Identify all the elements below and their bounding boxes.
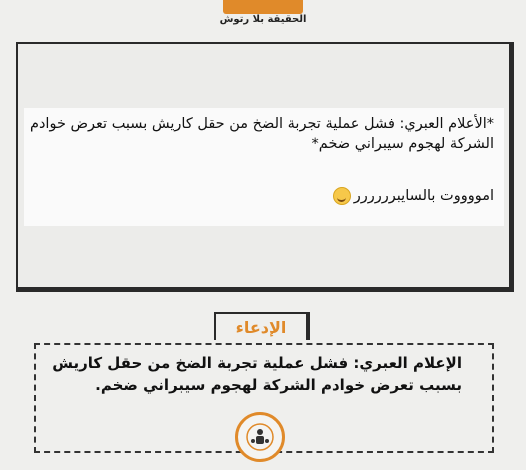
post-comment-text: امووووت بالسايبرررررر — [353, 188, 494, 204]
section-label: الإدعاء — [235, 317, 287, 337]
post-text: *الأعلام العبري: فشل عملية تجربة الضخ من حقل كاريش بسبب تعرض خوادم الشركة لهجوم سيبراني ضخم* — [30, 116, 494, 152]
verdict-badge-icon — [235, 412, 285, 462]
section-tab-claim — [214, 312, 310, 340]
brand-logo — [223, 0, 303, 14]
grinning-face-icon — [333, 187, 351, 205]
post-comment — [24, 186, 494, 206]
claim-text: الإعلام العبري: فشل عملية تجربة الضخ من حقل كاريش بسبب تعرض خوادم الشركة لهجوم سيبراني ضخم. — [52, 354, 462, 394]
brand-tagline: الحقيقة بلا رتوش — [219, 14, 307, 25]
